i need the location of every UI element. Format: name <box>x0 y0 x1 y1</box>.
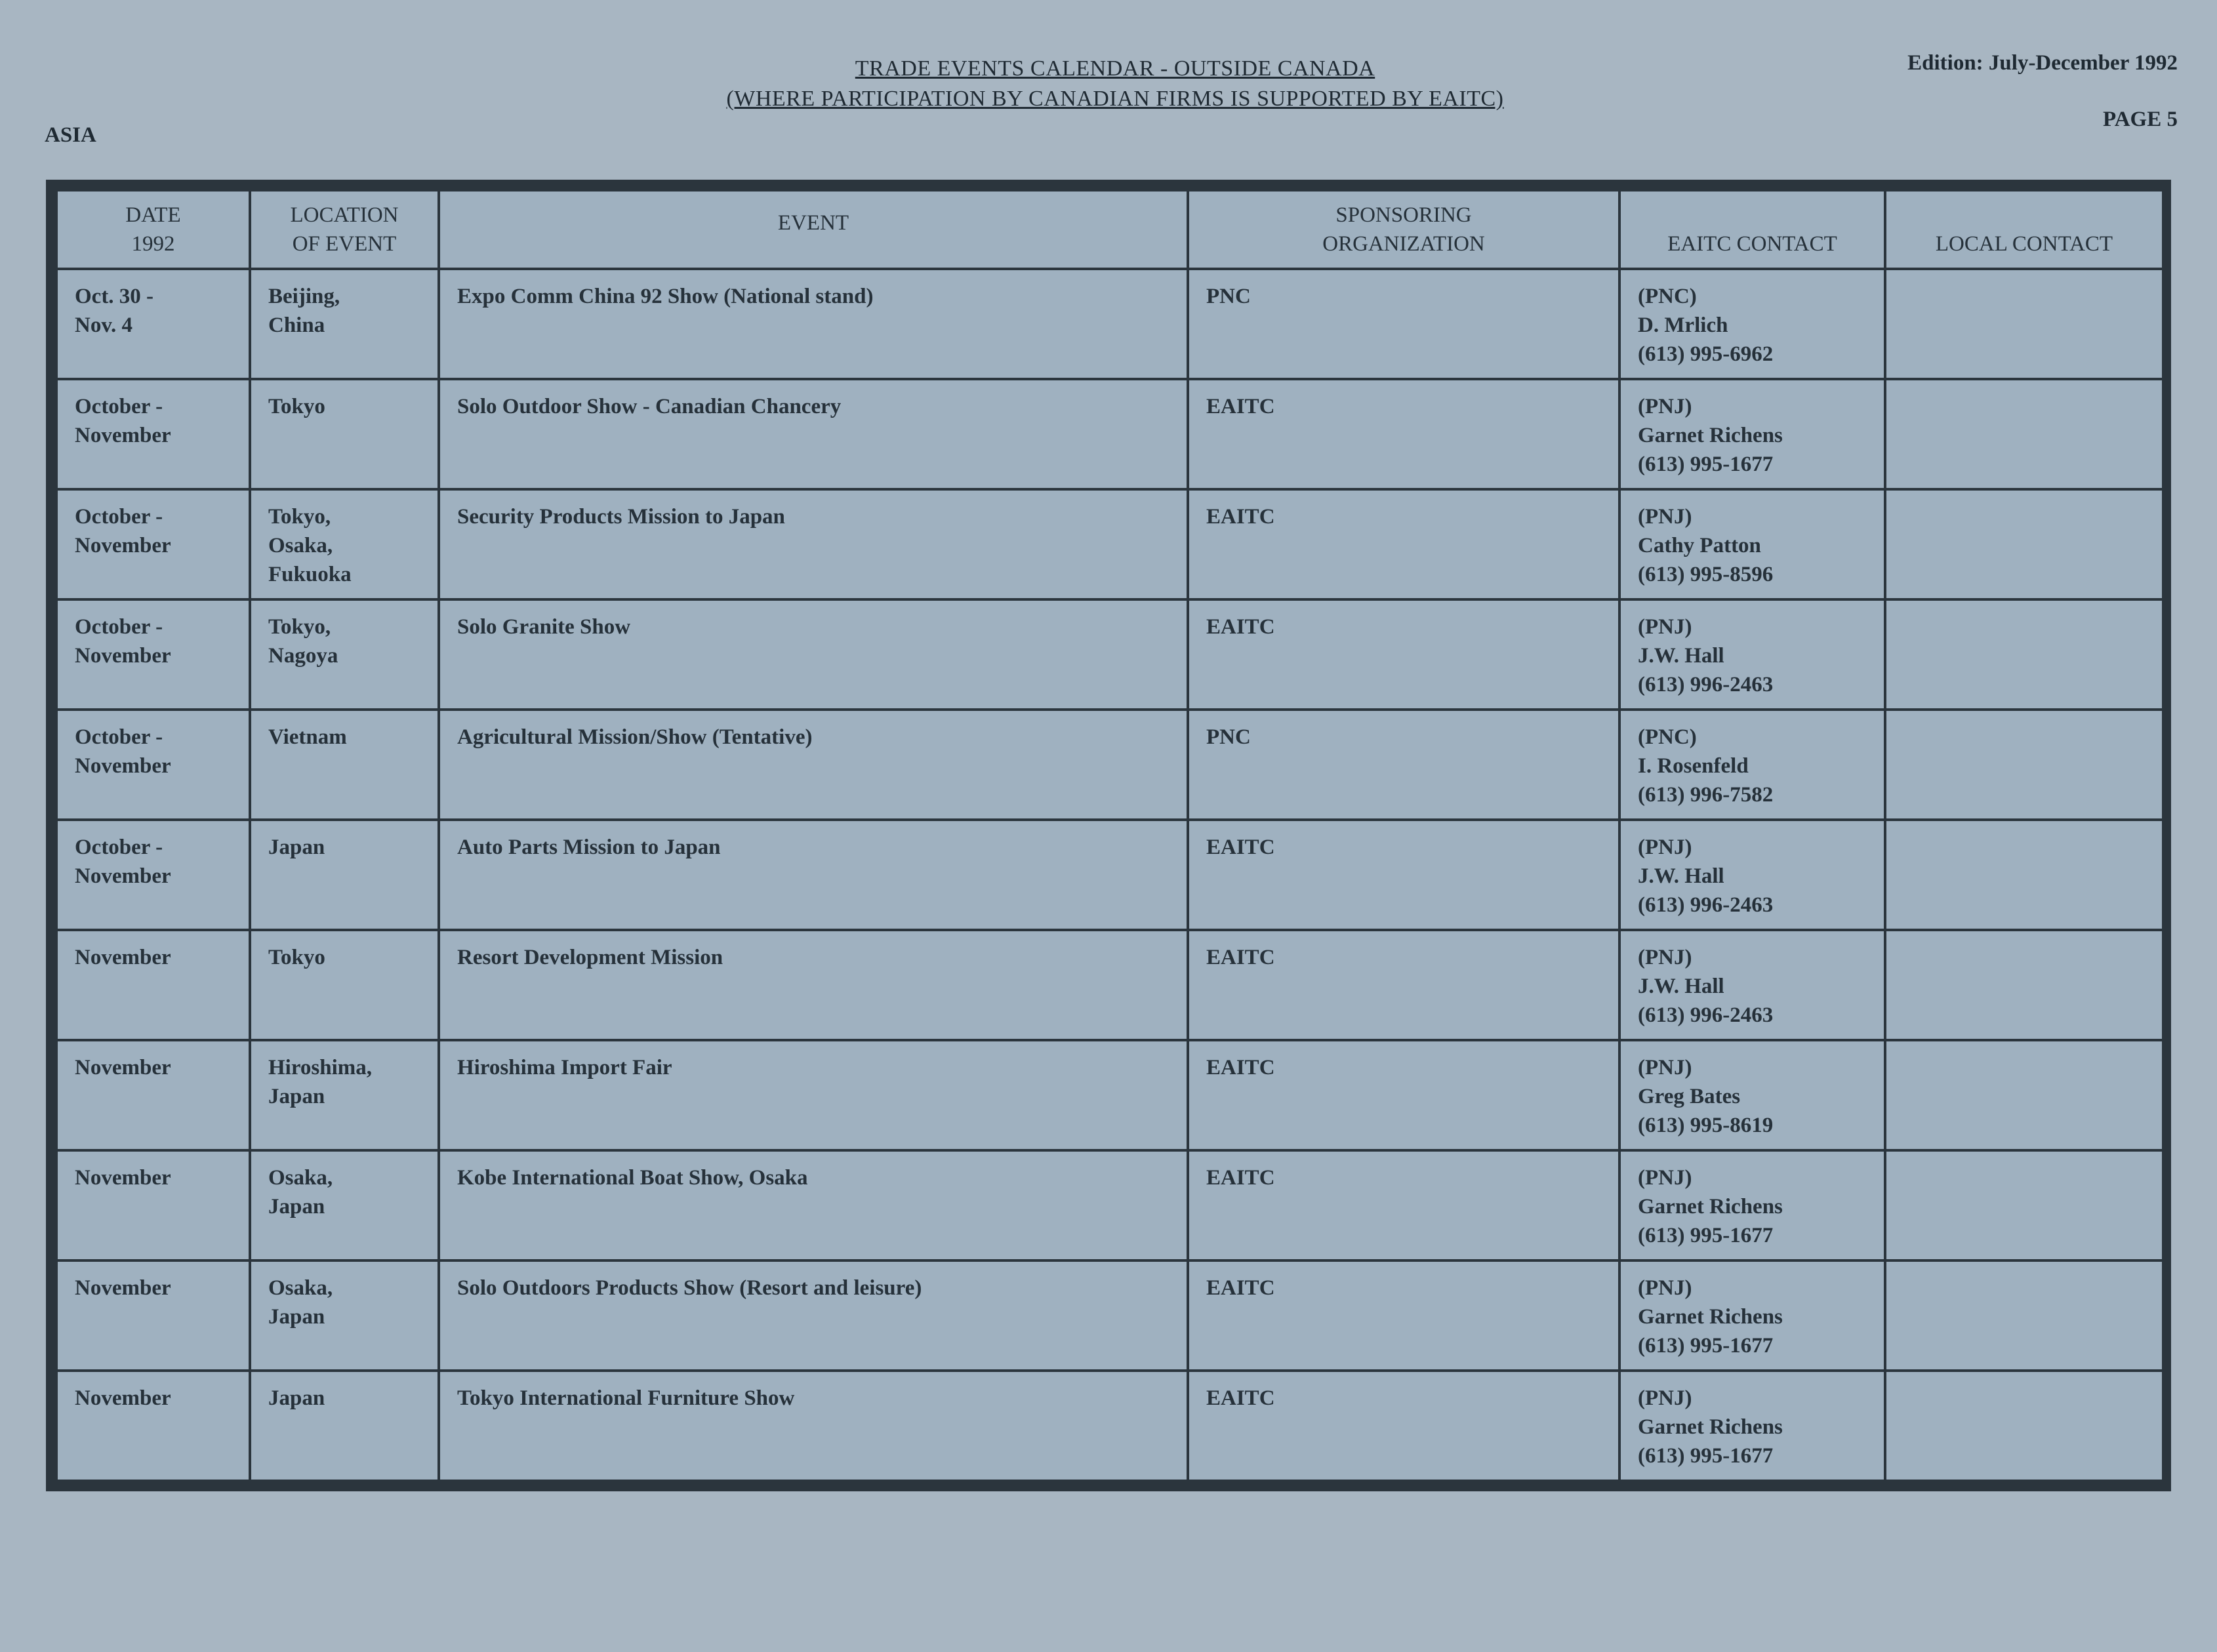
table-row <box>56 930 2163 1040</box>
cell-date: October - November <box>56 489 250 599</box>
cell-eaitc-contact: (PNJ) Garnet Richens (613) 995-1677 <box>1619 1371 1885 1481</box>
cell-eaitc-contact: (PNJ) Cathy Patton (613) 995-8596 <box>1619 489 1885 599</box>
cell-date: October - November <box>56 379 250 489</box>
cell-event: Solo Granite Show <box>439 599 1188 710</box>
table-row <box>56 269 2163 379</box>
cell-sponsor: EAITC <box>1188 820 1619 930</box>
cell-event: Agricultural Mission/Show (Tentative) <box>439 710 1188 820</box>
cell-sponsor: EAITC <box>1188 489 1619 599</box>
cell-event: Security Products Mission to Japan <box>439 489 1188 599</box>
table-row <box>56 379 2163 489</box>
col-header-location: LOCATION OF EVENT <box>250 190 439 269</box>
table-row <box>56 820 2163 930</box>
title-line-2: (WHERE PARTICIPATION BY CANADIAN FIRMS IS SUPPORTED BY EAITC) <box>726 87 1504 111</box>
col-header-event: EVENT <box>439 190 1188 269</box>
table-row <box>56 599 2163 710</box>
cell-eaitc-contact: (PNC) D. Mrlich (613) 995-6962 <box>1619 269 1885 379</box>
table-header-row <box>56 190 2163 269</box>
table-row <box>56 710 2163 820</box>
cell-location: Beijing, China <box>250 269 439 379</box>
cell-local-contact <box>1885 379 2163 489</box>
table-row <box>56 1150 2163 1260</box>
cell-sponsor: EAITC <box>1188 1260 1619 1371</box>
cell-location: Tokyo <box>250 379 439 489</box>
document-title <box>708 54 1522 114</box>
page-number: PAGE 5 <box>2103 108 2178 131</box>
col-header-sponsor: SPONSORING ORGANIZATION <box>1188 190 1619 269</box>
cell-location: Tokyo <box>250 930 439 1040</box>
cell-date: Oct. 30 - Nov. 4 <box>56 269 250 379</box>
cell-location: Hiroshima, Japan <box>250 1040 439 1150</box>
cell-eaitc-contact: (PNJ) J.W. Hall (613) 996-2463 <box>1619 820 1885 930</box>
cell-local-contact <box>1885 599 2163 710</box>
cell-date: November <box>56 1040 250 1150</box>
cell-date: November <box>56 1371 250 1481</box>
cell-local-contact <box>1885 1260 2163 1371</box>
cell-event: Solo Outdoors Products Show (Resort and leisure) <box>439 1260 1188 1371</box>
cell-date: November <box>56 930 250 1040</box>
cell-date: October - November <box>56 710 250 820</box>
cell-location: Osaka, Japan <box>250 1150 439 1260</box>
cell-date: November <box>56 1150 250 1260</box>
cell-location: Vietnam <box>250 710 439 820</box>
cell-eaitc-contact: (PNJ) Garnet Richens (613) 995-1677 <box>1619 1150 1885 1260</box>
cell-local-contact <box>1885 710 2163 820</box>
cell-sponsor: EAITC <box>1188 599 1619 710</box>
cell-sponsor: EAITC <box>1188 930 1619 1040</box>
events-table <box>55 189 2165 1482</box>
cell-eaitc-contact: (PNJ) J.W. Hall (613) 996-2463 <box>1619 930 1885 1040</box>
cell-eaitc-contact: (PNJ) J.W. Hall (613) 996-2463 <box>1619 599 1885 710</box>
col-header-local-contact: LOCAL CONTACT <box>1885 190 2163 269</box>
cell-local-contact <box>1885 1150 2163 1260</box>
cell-eaitc-contact: (PNJ) Garnet Richens (613) 995-1677 <box>1619 1260 1885 1371</box>
cell-eaitc-contact: (PNC) I. Rosenfeld (613) 996-7582 <box>1619 710 1885 820</box>
cell-location: Japan <box>250 1371 439 1481</box>
cell-local-contact <box>1885 820 2163 930</box>
cell-event: Hiroshima Import Fair <box>439 1040 1188 1150</box>
cell-event: Resort Development Mission <box>439 930 1188 1040</box>
cell-sponsor: EAITC <box>1188 1150 1619 1260</box>
cell-sponsor: EAITC <box>1188 379 1619 489</box>
table-row <box>56 1260 2163 1371</box>
cell-date: November <box>56 1260 250 1371</box>
cell-date: October - November <box>56 820 250 930</box>
cell-location: Osaka, Japan <box>250 1260 439 1371</box>
cell-sponsor: EAITC <box>1188 1371 1619 1481</box>
table-row <box>56 489 2163 599</box>
cell-eaitc-contact: (PNJ) Greg Bates (613) 995-8619 <box>1619 1040 1885 1150</box>
cell-local-contact <box>1885 1040 2163 1150</box>
cell-eaitc-contact: (PNJ) Garnet Richens (613) 995-1677 <box>1619 379 1885 489</box>
cell-sponsor: EAITC <box>1188 1040 1619 1150</box>
region-label: ASIA <box>45 123 96 147</box>
cell-event: Solo Outdoor Show - Canadian Chancery <box>439 379 1188 489</box>
cell-event: Kobe International Boat Show, Osaka <box>439 1150 1188 1260</box>
table-row <box>56 1040 2163 1150</box>
events-table-frame <box>46 180 2171 1491</box>
table-row <box>56 1371 2163 1481</box>
cell-location: Japan <box>250 820 439 930</box>
cell-local-contact <box>1885 930 2163 1040</box>
cell-local-contact <box>1885 1371 2163 1481</box>
cell-location: Tokyo, Osaka, Fukuoka <box>250 489 439 599</box>
cell-event: Auto Parts Mission to Japan <box>439 820 1188 930</box>
cell-sponsor: PNC <box>1188 710 1619 820</box>
cell-date: October - November <box>56 599 250 710</box>
title-line-1: TRADE EVENTS CALENDAR - OUTSIDE CANADA <box>855 56 1375 81</box>
cell-event: Expo Comm China 92 Show (National stand) <box>439 269 1188 379</box>
cell-sponsor: PNC <box>1188 269 1619 379</box>
cell-local-contact <box>1885 489 2163 599</box>
col-header-date: DATE 1992 <box>56 190 250 269</box>
cell-location: Tokyo, Nagoya <box>250 599 439 710</box>
cell-event: Tokyo International Furniture Show <box>439 1371 1188 1481</box>
edition-label: Edition: July-December 1992 <box>1907 51 2178 75</box>
cell-local-contact <box>1885 269 2163 379</box>
col-header-eaitc-contact: EAITC CONTACT <box>1619 190 1885 269</box>
